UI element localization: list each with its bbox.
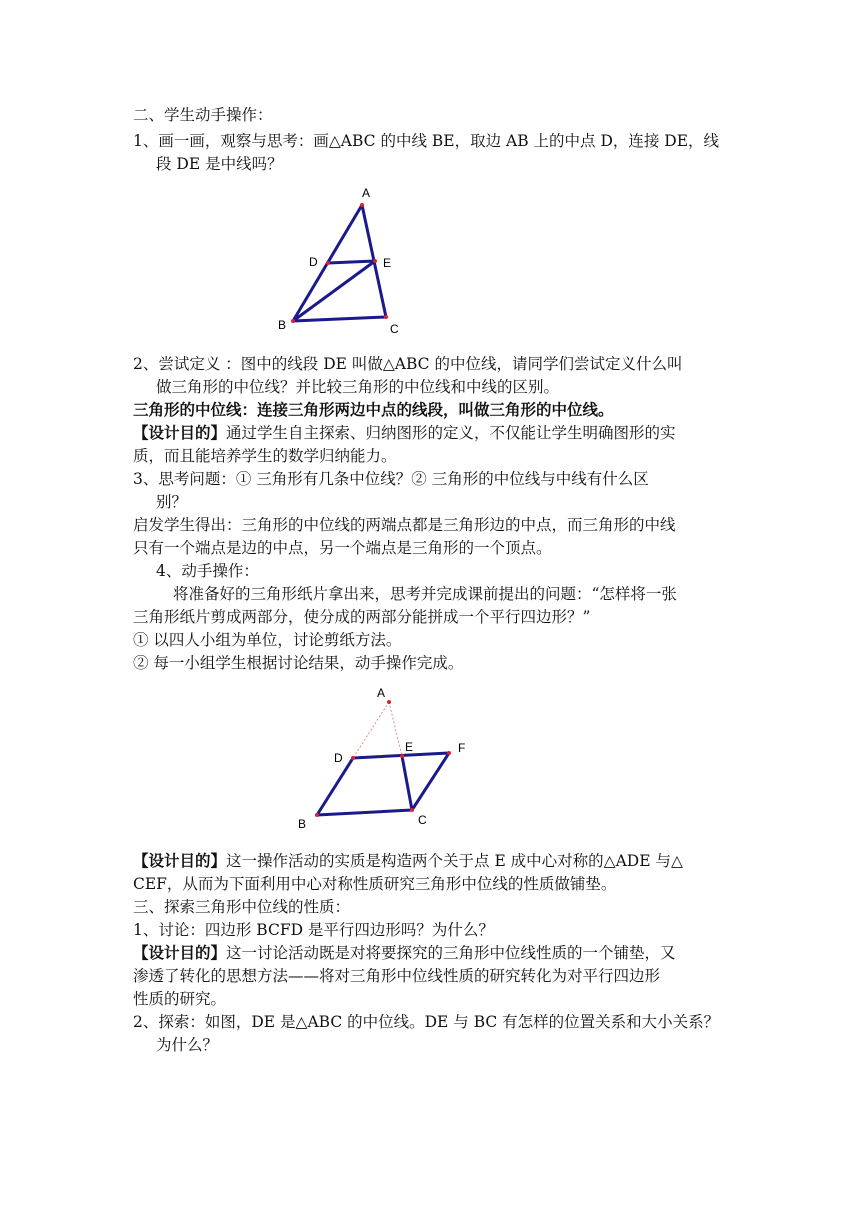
segment-de bbox=[328, 261, 375, 263]
label-b: B bbox=[298, 817, 307, 831]
segment-ac bbox=[362, 205, 386, 317]
dotted-segment-ae bbox=[389, 702, 402, 756]
item-3-text: 3、思考问题：① 三角形有几条中位线？② 三角形的中位线与中线有什么区 bbox=[133, 470, 649, 488]
item-4-heading: 4、动手操作： bbox=[156, 562, 259, 580]
point-e bbox=[400, 754, 404, 758]
label-d: D bbox=[334, 751, 343, 765]
point-c bbox=[410, 808, 414, 812]
item-2-text: 2、尝试定义 ：图中的线段 DE 叫做△ABC 的中位线，请同学们尝试定义什么叫 bbox=[133, 355, 683, 373]
section-heading-2: 二、学生动手操作： bbox=[133, 106, 273, 124]
point-a bbox=[360, 203, 364, 207]
segment-cf bbox=[412, 753, 449, 810]
item-1-text: 1、画一画，观察与思考：画△ABC 的中线 BE，取边 AB 上的中点 D，连接 DE，线 bbox=[133, 132, 720, 150]
section-heading-3: 三、探索三角形中位线的性质： bbox=[133, 898, 351, 916]
design-purpose-2-cont: CEF，从而为下面利用中心对称性质研究三角形中位线的性质做铺垫。 bbox=[133, 875, 617, 893]
item-4-text: 将准备好的三角形纸片拿出来，思考并完成课前提出的问题：“怎样将一张 bbox=[173, 585, 677, 603]
label-f: F bbox=[458, 741, 466, 755]
guidance-text-cont: 只有一个端点是边的中点，另一个端点是三角形的一个顶点。 bbox=[133, 539, 552, 557]
design-purpose-3 bbox=[133, 942, 676, 964]
label-b: B bbox=[278, 318, 287, 332]
explore-2: 2、探索：如图，DE 是△ABC 的中位线。DE 与 BC 有怎样的位置关系和大小关系？ bbox=[133, 1013, 720, 1031]
design-purpose-text: 这一操作活动的实质是构造两个关于点 E 成中心对称的△ADE 与△ bbox=[226, 852, 683, 870]
label-c: C bbox=[418, 813, 427, 827]
point-b bbox=[291, 319, 295, 323]
segment-db bbox=[317, 758, 353, 815]
step-1: ① 以四人小组为单位，讨论剪纸方法。 bbox=[133, 631, 402, 649]
point-a bbox=[387, 700, 391, 704]
design-purpose-label: 【设计目的】 bbox=[133, 851, 227, 870]
discussion-1: 1、讨论：四边形 BCFD 是平行四边形吗？为什么？ bbox=[133, 921, 494, 939]
label-e: E bbox=[383, 256, 392, 270]
midline-definition: 三角形的中位线：连接三角形两边中点的线段，叫做三角形的中位线。 bbox=[133, 400, 614, 419]
design-purpose-text: 通过学生自主探索、归纳图形的定义，不仅能让学生明确图形的实 bbox=[226, 424, 676, 442]
item-4-text-cont: 三角形纸片剪成两部分，使分成的两部分能拼成一个平行四边形？” bbox=[133, 608, 591, 626]
label-a: A bbox=[377, 686, 386, 700]
label-d: D bbox=[309, 255, 318, 269]
design-purpose-3-cont: 渗透了转化的思想方法——将对三角形中位线性质的研究转化为对平行四边形 bbox=[133, 967, 661, 985]
design-purpose-1-cont: 质，而且能培养学生的数学归纳能力。 bbox=[133, 447, 397, 465]
point-d bbox=[326, 261, 330, 265]
design-purpose-2 bbox=[133, 850, 683, 872]
segment-bc bbox=[293, 317, 386, 321]
step-2: ② 每一小组学生根据讨论结果，动手操作完成。 bbox=[133, 654, 464, 672]
label-a: A bbox=[362, 186, 371, 200]
label-c: C bbox=[390, 322, 399, 336]
point-d bbox=[351, 756, 355, 760]
segment-be bbox=[293, 261, 375, 321]
point-c bbox=[384, 315, 388, 319]
design-purpose-label: 【设计目的】 bbox=[133, 943, 227, 962]
design-purpose-3-cont2: 性质的研究。 bbox=[133, 990, 227, 1008]
item-1-text-cont: 段 DE 是中线吗？ bbox=[156, 155, 283, 173]
segment-bc bbox=[317, 810, 412, 815]
guidance-text: 启发学生得出：三角形的中位线的两端点都是三角形边的中点，而三角形的中线 bbox=[133, 516, 676, 534]
point-f bbox=[447, 751, 451, 755]
explore-2-cont: 为什么？ bbox=[156, 1036, 219, 1054]
design-purpose-text: 这一讨论活动既是对将要探究的三角形中位线性质的一个铺垫，又 bbox=[226, 944, 676, 962]
point-b bbox=[315, 813, 319, 817]
label-e: E bbox=[405, 740, 414, 754]
design-purpose-label: 【设计目的】 bbox=[133, 423, 227, 442]
segment-ec bbox=[402, 756, 412, 810]
design-purpose-1 bbox=[133, 422, 676, 444]
segment-ab bbox=[293, 205, 362, 321]
item-3-text-cont: 别？ bbox=[156, 493, 188, 511]
item-2-text-cont: 做三角形的中位线？并比较三角形的中位线和中线的区别。 bbox=[156, 378, 560, 396]
dotted-segment-ad bbox=[353, 702, 389, 758]
segment-df bbox=[353, 753, 449, 758]
point-e bbox=[373, 259, 377, 263]
